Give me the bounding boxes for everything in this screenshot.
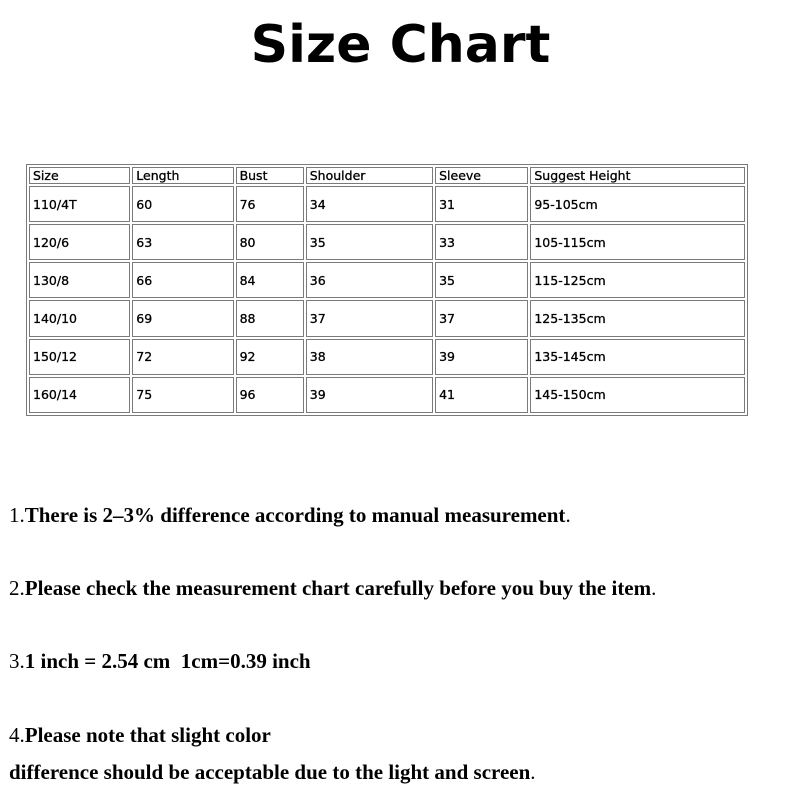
note-number: 4 [9,723,20,747]
cell-shoulder: 35 [306,224,433,260]
note-1: 1.There is 2–3% difference according to manual measurement. [9,503,571,527]
cell-suggest-height: 135-145cm [530,339,745,375]
cell-suggest-height: 95-105cm [530,186,745,222]
cell-size: 150/12 [29,339,130,375]
cell-size: 120/6 [29,224,130,260]
note-text: There is 2–3% difference according to manual measurement [24,503,566,527]
note-text: 1 inch = 2.54 cm 1cm=0.39 inch [24,649,311,673]
table-row [29,377,745,413]
page-title: Size Chart [250,15,551,75]
note-end: . [565,503,571,527]
note-text: Please note that slight color [24,723,271,747]
cell-suggest-height: 145-150cm [530,377,745,413]
cell-sleeve: 41 [435,377,528,413]
size-table [26,164,748,416]
note-2: 2.Please check the measurement chart carefully before you buy the item. [9,576,657,600]
cell-bust: 88 [236,300,304,336]
cell-bust: 96 [236,377,304,413]
cell-sleeve: 33 [435,224,528,260]
cell-sleeve: 35 [435,262,528,298]
cell-length: 63 [132,224,233,260]
cell-bust: 84 [236,262,304,298]
cell-shoulder: 39 [306,377,433,413]
cell-size: 140/10 [29,300,130,336]
cell-length: 72 [132,339,233,375]
note-end: . [530,760,536,784]
cell-bust: 76 [236,186,304,222]
note-text: Please check the measurement chart carefully before you buy the item [24,576,652,600]
header-length: Length [132,167,233,184]
table-row [29,300,745,336]
note-4-continued [9,760,536,784]
cell-length: 75 [132,377,233,413]
cell-shoulder: 36 [306,262,433,298]
header-sleeve: Sleeve [435,167,528,184]
note-end: . [651,576,657,600]
cell-shoulder: 34 [306,186,433,222]
cell-length: 66 [132,262,233,298]
cell-size: 130/8 [29,262,130,298]
cell-size: 110/4T [29,186,130,222]
cell-shoulder: 38 [306,339,433,375]
header-size: Size [29,167,130,184]
note-4: 4.Please note that slight color [9,723,271,747]
cell-sleeve: 39 [435,339,528,375]
cell-length: 69 [132,300,233,336]
cell-bust: 80 [236,224,304,260]
header-shoulder: Shoulder [306,167,433,184]
cell-sleeve: 37 [435,300,528,336]
cell-shoulder: 37 [306,300,433,336]
cell-size: 160/14 [29,377,130,413]
cell-sleeve: 31 [435,186,528,222]
note-number: 1 [9,503,20,527]
table-row [29,186,745,222]
note-3: 3.1 inch = 2.54 cm 1cm=0.39 inch [9,649,311,673]
table-row [29,262,745,298]
table-header-row [29,167,745,184]
cell-length: 60 [132,186,233,222]
note-number: 2 [9,576,20,600]
cell-suggest-height: 115-125cm [530,262,745,298]
header-bust: Bust [236,167,304,184]
table-row [29,339,745,375]
cell-suggest-height: 105-115cm [530,224,745,260]
note-number: 3 [9,649,20,673]
note-text: difference should be acceptable due to the light and screen [9,760,531,784]
cell-suggest-height: 125-135cm [530,300,745,336]
table-row [29,224,745,260]
cell-bust: 92 [236,339,304,375]
header-suggest-height: Suggest Height [530,167,745,184]
